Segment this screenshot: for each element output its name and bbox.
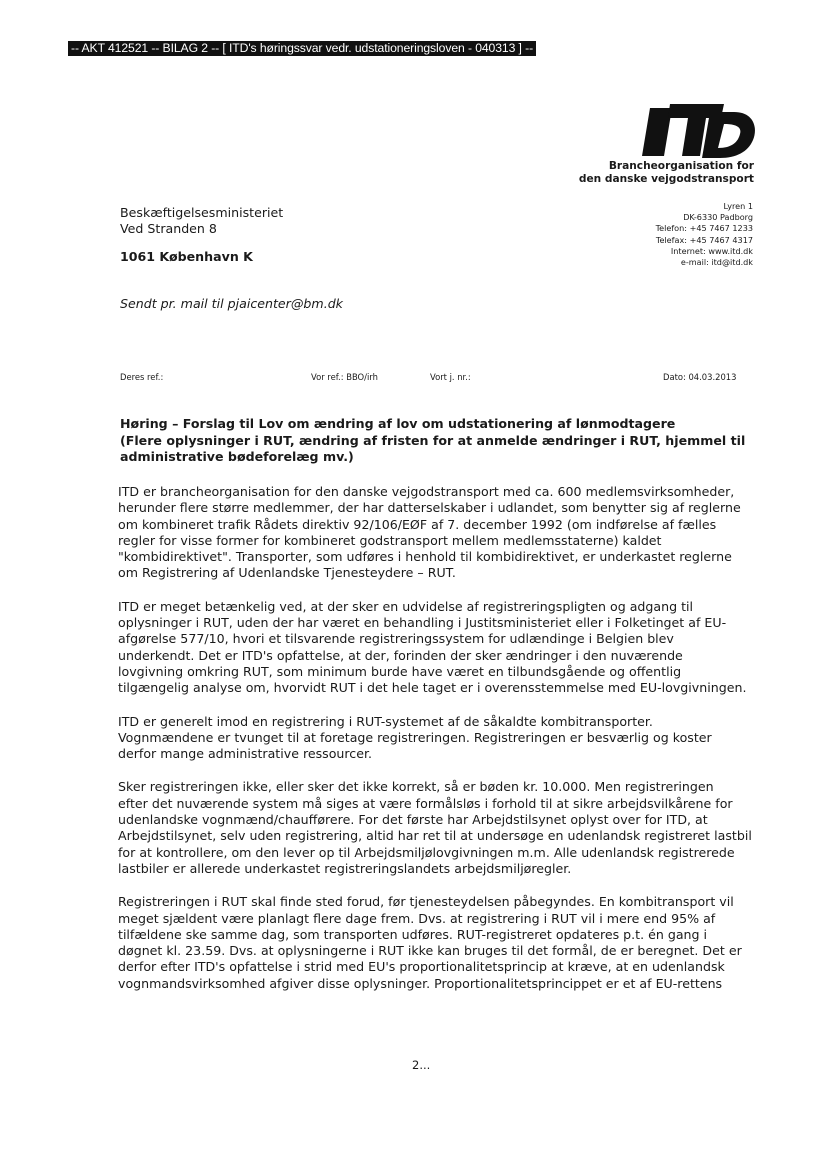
itd-logo-mark bbox=[640, 102, 756, 160]
body-paragraph-1: ITD er brancheorganisation for den danske vejgodstransport med ca. 600 medlemsvirksomheder, herunder flere større medlemmer, der har datterselskaber i udlandet, som benytter sig af reglerne om kombineret trafik Rådets direktiv 92/106/EØF af 7. december 1992 (om indførelse af fælles regler for visse former for kombineret godstransport mellem medlemsstaterne) kaldet "kombidirektivet". Transporter, som udføres i henhold til kombidirektivet, er underkastet reglerne om Registrering af Udenlandske Tjenesteydere – RUT. bbox=[118, 484, 741, 581]
body-paragraph-2: ITD er meget betænkelig ved, at der sker en udvidelse af registreringspligten og adgang til oplysninger i RUT, uden der har været en behandling i Justitsministeriet eller i Folketinget af EU- afgørelse 577/10, hvori et tilsvarende registreringssystem for udlændinge i Belgien blev underkendt. Det er ITD's opfattelse, at der, forinden der sker ændringer i den nuværende lovgivning omkring RUT, som minimum burde have været en tilbundsgående og offentlig tilgængelig analyse om, hvorvidt RUT i det hele taget er i overensstemmelse med EU-lovgivningen. bbox=[118, 598, 747, 696]
ref-ours: Vor ref.: BBO/irh bbox=[311, 372, 378, 382]
sent-note: Sendt pr. mail til pjaicenter@bm.dk bbox=[120, 296, 343, 311]
contact-internet: Internet: www.itd.dk bbox=[670, 245, 753, 256]
ref-yours: Deres ref.: bbox=[120, 372, 164, 382]
contact-fax: Telefax: +45 7467 4317 bbox=[655, 234, 753, 245]
ref-journal: Vort j. nr.: bbox=[430, 372, 471, 382]
recipient-address bbox=[120, 205, 283, 237]
org-line-2: den danske vejgodstransport bbox=[578, 173, 754, 185]
body-paragraph-5: Registreringen i RUT skal finde sted forud, før tjenesteydelsen påbegyndes. En kombitransport vil meget sjældent være planlagt flere dage frem. Dvs. at registrering i RUT vil i mere end 95% af tilfældene ske samme dag, som transporten udføres. RUT-registreret opdateres p.t. én gang i døgnet kl. 23.59. Dvs. at oplysningerne i RUT ikke kan bruges til det formål, de er beregnet. Det er derfor efter ITD's opfattelse i strid med EU's proportionalitetsprincip at kræve, at en udenlandsk vognmandsvirksomhed afgiver disse oplysninger. Proportionalitetsprincippet er et af EU-rettens bbox=[118, 894, 742, 991]
recipient-city: 1061 København K bbox=[120, 249, 253, 264]
subject-heading bbox=[120, 416, 760, 466]
contact-email: e-mail: itd@itd.dk bbox=[680, 257, 753, 268]
subject-text: Høring – Forslag til Lov om ændring af lov om udstationering af lønmodtagere (Flere oplysninger i RUT, ændring af fristen for at anmelde ændringer i RUT, hjemmel til administrative bødeforelæg mv.) bbox=[120, 416, 746, 464]
org-line-1: Brancheorganisation for bbox=[608, 160, 754, 172]
itd-logo bbox=[640, 102, 756, 160]
contact-phone: Telefon: +45 7467 1233 bbox=[655, 223, 753, 234]
contact-postal: DK-6330 Padborg bbox=[683, 212, 753, 223]
recipient-name: Beskæftigelsesministeriet bbox=[120, 205, 284, 220]
contact-street: Lyren 1 bbox=[723, 201, 753, 211]
letter-date: Dato: 04.03.2013 bbox=[663, 372, 737, 382]
letter-body bbox=[118, 484, 764, 1009]
page-number: 2... bbox=[412, 1058, 431, 1072]
recipient-street: Ved Stranden 8 bbox=[120, 221, 217, 236]
body-paragraph-4: Sker registreringen ikke, eller sker det ikke korrekt, så er bøden kr. 10.000. Men registreringen efter det nuværende system må siges at være formålsløs i forhold til at sikre arbejdsvilkårene for udenlandske vognmænd/chaufførere. For det første har Arbejdstilsynet oplyst over for ITD, at Arbejdstilsynet, selv uden registrering, altid har ret til at undersøge en udenlandsk registreret lastbil for at kontrollere, om den lever op til Arbejdsmiljølovgivningen m.m. Alle udenlandsk registrerede lastbiler er allerede underkastet registreringslandets arbejdsmiljøregler. bbox=[118, 779, 752, 876]
body-paragraph-3: ITD er generelt imod en registrering i RUT-systemet af de såkaldte kombitransporter. Vognmændene er tvunget til at foretage registreringen. Registreringen er besværlig og koster derfor mange administrative ressourcer. bbox=[118, 713, 712, 762]
contact-block bbox=[656, 201, 753, 268]
organisation-tagline bbox=[579, 160, 754, 186]
archive-stamp: -- AKT 412521 -- BILAG 2 -- [ ITD's høringssvar vedr. udstationeringsloven - 040313 ] -- bbox=[68, 41, 536, 56]
